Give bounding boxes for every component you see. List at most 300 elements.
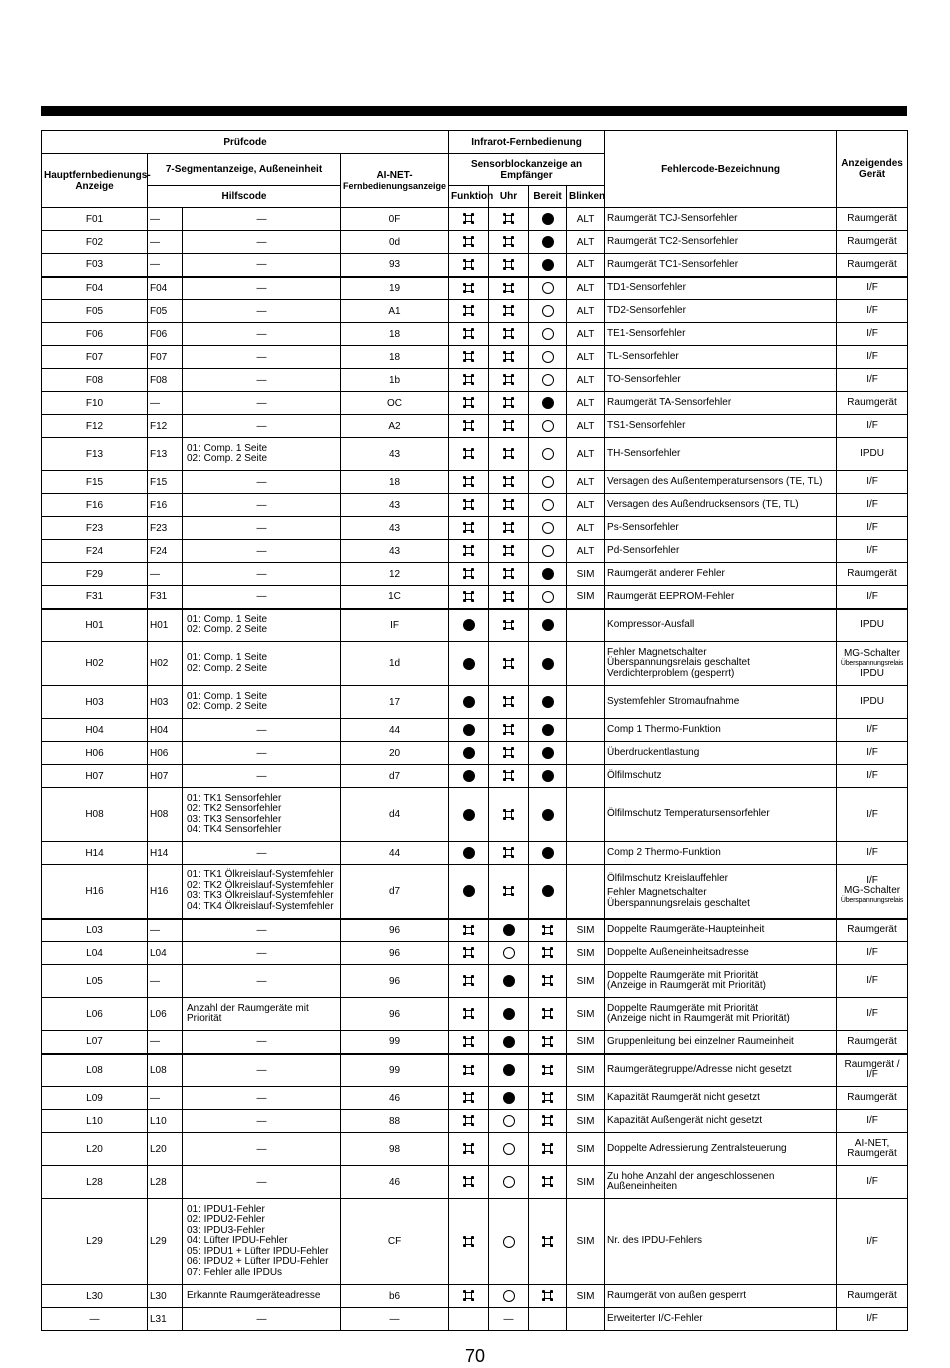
uhr-cell	[489, 517, 529, 540]
ainet-code: 20	[341, 742, 449, 765]
funktion-filled-circle-icon	[463, 770, 475, 782]
uhr-cell	[489, 254, 529, 277]
ainet-code: CF	[341, 1199, 449, 1285]
uhr-blinking-square-icon	[503, 499, 514, 510]
fehlercode-name	[605, 719, 837, 742]
funktion-cell	[449, 1110, 489, 1133]
funktion-cell	[449, 208, 489, 231]
fehlercode-name	[605, 494, 837, 517]
blinken-cell: SIM	[567, 1054, 605, 1087]
bereit-cell	[529, 369, 567, 392]
fehlercode-name	[605, 686, 837, 719]
funktion-blinking-square-icon	[463, 448, 474, 459]
fehlercode-name	[605, 609, 837, 642]
hilfscode-line: 02: TK2 Sensorfehler	[187, 803, 282, 814]
ainet-code: —	[341, 1308, 449, 1331]
hilfscode-line: 02: Comp. 2 Seite	[187, 453, 268, 464]
anzeigendes-geraet	[837, 686, 908, 719]
haupt-code: H06	[42, 742, 148, 765]
geraet-line: MG-Schalter	[843, 885, 901, 897]
funktion-blinking-square-icon	[463, 305, 474, 316]
funktion-filled-circle-icon	[463, 809, 475, 821]
header-ainet	[341, 154, 449, 208]
uhr-cell	[489, 788, 529, 842]
haupt-code: F01	[42, 208, 148, 231]
fehlercode-name-line: (Anzeige in Raumgerät mit Priorität)	[607, 980, 766, 991]
hilfscode-line: —	[256, 1176, 267, 1188]
geraet-line: I/F	[866, 1008, 878, 1019]
fehlercode-name-line: Doppelte Raumgeräte-Haupteinheit	[607, 924, 765, 935]
fehlercode-name	[605, 586, 837, 609]
seg-code: F13	[148, 438, 183, 471]
hilfscode-line: —	[256, 545, 267, 557]
uhr-cell	[489, 1087, 529, 1110]
hilfscode-line: —	[256, 351, 267, 363]
funktion-blinking-square-icon	[463, 374, 474, 385]
table-row	[42, 254, 908, 277]
ainet-code: 46	[341, 1166, 449, 1199]
hilfscode-line: —	[256, 847, 267, 859]
blinken-cell: SIM	[567, 1199, 605, 1285]
ainet-code: 43	[341, 494, 449, 517]
blinken-cell	[567, 742, 605, 765]
fehlercode-name-line: Doppelte Raumgeräte mit Priorität	[607, 969, 759, 981]
uhr-cell	[489, 609, 529, 642]
uhr-filled-circle-icon	[503, 1092, 515, 1104]
anzeigendes-geraet	[837, 254, 908, 277]
bereit-cell	[529, 346, 567, 369]
hilfscode	[183, 965, 341, 998]
anzeigendes-geraet	[837, 208, 908, 231]
funktion-blinking-square-icon	[463, 420, 474, 431]
table-row	[42, 438, 908, 471]
haupt-code: H07	[42, 765, 148, 788]
fehlercode-name	[605, 517, 837, 540]
hilfscode	[183, 323, 341, 346]
geraet-line: I/F	[866, 724, 878, 735]
funktion-blinking-square-icon	[463, 925, 474, 936]
funktion-blinking-square-icon	[463, 476, 474, 487]
uhr-blinking-square-icon	[503, 809, 514, 820]
blinken-cell	[567, 609, 605, 642]
bereit-cell	[529, 609, 567, 642]
hilfscode	[183, 719, 341, 742]
funktion-blinking-square-icon	[463, 975, 474, 986]
table-row	[42, 1199, 908, 1285]
funktion-blinking-square-icon	[463, 1115, 474, 1126]
hilfscode-line: —	[256, 476, 267, 488]
hilfscode-line: 07: Fehler alle IPDUs	[187, 1266, 283, 1278]
ainet-code: 88	[341, 1110, 449, 1133]
table-body	[42, 208, 908, 1331]
geraet-line: MG-Schalter	[843, 647, 901, 659]
table-row	[42, 1110, 908, 1133]
uhr-blinking-square-icon	[503, 545, 514, 556]
hilfscode	[183, 369, 341, 392]
bereit-filled-circle-icon	[542, 236, 554, 248]
anzeigendes-geraet	[837, 998, 908, 1031]
funktion-blinking-square-icon	[463, 236, 474, 247]
blinken-cell	[567, 686, 605, 719]
geraet-line: Raumgerät	[847, 236, 897, 247]
anzeigendes-geraet	[837, 369, 908, 392]
bereit-cell	[529, 842, 567, 865]
hilfscode	[183, 438, 341, 471]
uhr-cell	[489, 1285, 529, 1308]
funktion-blinking-square-icon	[463, 499, 474, 510]
funktion-cell	[449, 540, 489, 563]
ainet-code: 18	[341, 323, 449, 346]
fehlercode-name-line: Fehler Magnetschalter	[607, 887, 707, 898]
seg-code: —	[148, 392, 183, 415]
ainet-code: 18	[341, 346, 449, 369]
fehlercode-name-line: Raumgerät EEPROM-Fehler	[607, 590, 735, 602]
bereit-empty-circle-icon	[542, 305, 554, 317]
hilfscode-line: Erkannte Raumgeräteadresse	[187, 1289, 321, 1301]
table-row	[42, 323, 908, 346]
anzeigendes-geraet	[837, 842, 908, 865]
funktion-blinking-square-icon	[463, 259, 474, 270]
ainet-code: 96	[341, 998, 449, 1031]
haupt-code: F16	[42, 494, 148, 517]
blinken-cell: ALT	[567, 300, 605, 323]
bereit-filled-circle-icon	[542, 885, 554, 897]
fehlercode-name-line: Doppelte Raumgeräte mit Priorität	[607, 1002, 759, 1014]
uhr-cell	[489, 415, 529, 438]
seg-code: —	[148, 919, 183, 942]
funktion-blinking-square-icon	[463, 522, 474, 533]
hilfscode	[183, 277, 341, 300]
geraet-line: I/F	[866, 1069, 878, 1081]
seg-code: F06	[148, 323, 183, 346]
hilfscode-line: 01: TK1 Sensorfehler	[187, 792, 282, 804]
bereit-cell	[529, 1199, 567, 1285]
haupt-code: L10	[42, 1110, 148, 1133]
uhr-cell	[489, 1031, 529, 1054]
fehlercode-name-line: Fehler Magnetschalter	[607, 646, 707, 658]
ainet-code: b6	[341, 1285, 449, 1308]
ainet-code: 96	[341, 942, 449, 965]
uhr-cell	[489, 965, 529, 998]
hilfscode-line: 01: Comp. 1 Seite	[187, 442, 268, 454]
seg-code: H04	[148, 719, 183, 742]
uhr-cell	[489, 369, 529, 392]
haupt-code: H01	[42, 609, 148, 642]
fehlercode-name-line: Überspannungsrelais geschaltet	[607, 657, 750, 669]
seg-code: F24	[148, 540, 183, 563]
table-row	[42, 788, 908, 842]
table-row	[42, 686, 908, 719]
funktion-blinking-square-icon	[463, 213, 474, 224]
seg-code: —	[148, 231, 183, 254]
funktion-cell	[449, 965, 489, 998]
blinken-cell: ALT	[567, 415, 605, 438]
funktion-cell	[449, 254, 489, 277]
ainet-code: 44	[341, 719, 449, 742]
table-row	[42, 965, 908, 998]
hilfscode	[183, 1133, 341, 1166]
hilfscode	[183, 998, 341, 1031]
hilfscode	[183, 942, 341, 965]
fehlercode-name-line: Überdruckentlastung	[607, 746, 700, 758]
uhr-cell	[489, 719, 529, 742]
uhr-cell	[489, 323, 529, 346]
seg-code: F15	[148, 471, 183, 494]
table-row	[42, 742, 908, 765]
hilfscode-line: 02: Comp. 2 Seite	[187, 662, 268, 674]
table-row	[42, 369, 908, 392]
funktion-cell	[449, 586, 489, 609]
ainet-code: 99	[341, 1031, 449, 1054]
fehlercode-name-line: Raumgerät anderer Fehler	[607, 567, 725, 579]
haupt-code: L09	[42, 1087, 148, 1110]
bereit-filled-circle-icon	[542, 847, 554, 859]
fehlercode-name-line: Kapazität Raumgerät nicht gesetzt	[607, 1091, 760, 1103]
bereit-empty-circle-icon	[542, 545, 554, 557]
uhr-blinking-square-icon	[503, 476, 514, 487]
uhr-cell	[489, 1110, 529, 1133]
geraet-line: I/F	[866, 1115, 878, 1126]
funktion-cell	[449, 471, 489, 494]
anzeigendes-geraet	[837, 300, 908, 323]
haupt-code: F12	[42, 415, 148, 438]
funktion-blinking-square-icon	[463, 1092, 474, 1103]
hilfscode-line: 01: Comp. 1 Seite	[187, 690, 268, 702]
bereit-filled-circle-icon	[542, 724, 554, 736]
anzeigendes-geraet	[837, 1308, 908, 1331]
anzeigendes-geraet	[837, 563, 908, 586]
hilfscode	[183, 1199, 341, 1285]
uhr-filled-circle-icon	[503, 924, 515, 936]
geraet-line: Überspannungsrelais	[840, 659, 904, 667]
blinken-cell: SIM	[567, 1087, 605, 1110]
hilfscode-line: 04: TK4 Ölkreislauf-Systemfehler	[187, 900, 334, 912]
header-blinken: Blinken	[567, 186, 605, 208]
fehlercode-name	[605, 1133, 837, 1166]
hilfscode-line: —	[256, 374, 267, 386]
table-row	[42, 1031, 908, 1054]
fehlercode-name	[605, 1166, 837, 1199]
fehlercode-name-line: Kapazität Außengerät nicht gesetzt	[607, 1114, 763, 1126]
bereit-cell	[529, 719, 567, 742]
anzeigendes-geraet	[837, 540, 908, 563]
geraet-line: I/F	[866, 351, 878, 362]
table-row	[42, 1166, 908, 1199]
seg-code: F31	[148, 586, 183, 609]
seg-code: —	[148, 254, 183, 277]
anzeigendes-geraet	[837, 438, 908, 471]
bereit-blinking-square-icon	[542, 1236, 553, 1247]
uhr-cell	[489, 277, 529, 300]
geraet-line: Raumgerät	[847, 924, 897, 936]
blinken-cell: SIM	[567, 1110, 605, 1133]
seg-code: F08	[148, 369, 183, 392]
ainet-code: A2	[341, 415, 449, 438]
header-ainet-line1: AI-NET-	[376, 169, 413, 181]
bereit-cell	[529, 415, 567, 438]
blinken-cell: SIM	[567, 586, 605, 609]
hilfscode-line: 06: IPDU2 + Lüfter IPDU-Fehler	[187, 1256, 329, 1268]
blinken-cell: ALT	[567, 369, 605, 392]
haupt-code: F10	[42, 392, 148, 415]
funktion-blinking-square-icon	[463, 283, 474, 294]
hilfscode	[183, 563, 341, 586]
geraet-line: Raumgerät	[847, 568, 897, 579]
funktion-blinking-square-icon	[463, 1176, 474, 1187]
fehlercode-name	[605, 471, 837, 494]
seg-code: H02	[148, 642, 183, 686]
ainet-code: 19	[341, 277, 449, 300]
funktion-cell	[449, 942, 489, 965]
haupt-code: F06	[42, 323, 148, 346]
funktion-cell	[449, 998, 489, 1031]
haupt-code: L28	[42, 1166, 148, 1199]
anzeigendes-geraet	[837, 471, 908, 494]
fehlercode-name	[605, 765, 837, 788]
blinken-cell: ALT	[567, 471, 605, 494]
uhr-blinking-square-icon	[503, 305, 514, 316]
hilfscode	[183, 300, 341, 323]
uhr-cell	[489, 392, 529, 415]
bereit-cell	[529, 1133, 567, 1166]
blinken-cell: ALT	[567, 254, 605, 277]
hilfscode-line: 03: TK3 Ölkreislauf-Systemfehler	[187, 890, 334, 902]
hilfscode-line: —	[256, 947, 267, 959]
haupt-code: F24	[42, 540, 148, 563]
bereit-empty-circle-icon	[542, 476, 554, 488]
funktion-blinking-square-icon	[463, 351, 474, 362]
hilfscode	[183, 208, 341, 231]
fehlercode-name	[605, 1110, 837, 1133]
fehlercode-name-line: Doppelte Außeneinheitsadresse	[607, 946, 749, 958]
header-pruefcode: Prüfcode	[42, 131, 449, 154]
bereit-empty-circle-icon	[542, 351, 554, 363]
header-bereit: Bereit	[529, 186, 567, 208]
uhr-blinking-square-icon	[503, 236, 514, 247]
blinken-cell: SIM	[567, 563, 605, 586]
uhr-cell	[489, 586, 529, 609]
blinken-cell: ALT	[567, 231, 605, 254]
anzeigendes-geraet	[837, 517, 908, 540]
fehlercode-name-line: Ölfilmschutz Kreislauffehler	[607, 872, 729, 884]
funktion-cell	[449, 323, 489, 346]
bereit-blinking-square-icon	[542, 1115, 553, 1126]
uhr-blinking-square-icon	[503, 724, 514, 735]
haupt-code: F02	[42, 231, 148, 254]
table-row	[42, 865, 908, 919]
bereit-filled-circle-icon	[542, 397, 554, 409]
fehlercode-name	[605, 998, 837, 1031]
ainet-code: 93	[341, 254, 449, 277]
uhr-cell	[489, 494, 529, 517]
uhr-cell	[489, 346, 529, 369]
fehlercode-name	[605, 842, 837, 865]
header-sensor: Sensorblockanzeige an Empfänger	[449, 154, 605, 186]
fehlercode-name-line: Überspannungsrelais geschaltet	[607, 897, 750, 909]
funktion-filled-circle-icon	[463, 747, 475, 759]
bereit-empty-circle-icon	[542, 522, 554, 534]
uhr-blinking-square-icon	[503, 886, 514, 897]
funktion-blinking-square-icon	[463, 1290, 474, 1301]
bereit-cell	[529, 254, 567, 277]
funktion-cell	[449, 1031, 489, 1054]
fehlercode-name	[605, 369, 837, 392]
fehlercode-name	[605, 1087, 837, 1110]
blinken-cell: SIM	[567, 1285, 605, 1308]
anzeigendes-geraet	[837, 765, 908, 788]
ainet-code: 96	[341, 919, 449, 942]
fehlercode-name	[605, 563, 837, 586]
geraet-line: IPDU	[860, 696, 884, 707]
haupt-code: F07	[42, 346, 148, 369]
table-row	[42, 765, 908, 788]
uhr-empty-circle-icon	[503, 1115, 515, 1127]
geraet-line: Raumgerät	[847, 258, 897, 270]
ainet-code: 43	[341, 438, 449, 471]
hilfscode-line: 02: TK2 Ölkreislauf-Systemfehler	[187, 879, 334, 891]
blinken-cell: ALT	[567, 517, 605, 540]
uhr-empty-circle-icon	[503, 1143, 515, 1155]
blinken-cell: ALT	[567, 208, 605, 231]
uhr-blinking-square-icon	[503, 420, 514, 431]
geraet-line: I/F	[866, 282, 878, 294]
table-row	[42, 300, 908, 323]
hilfscode	[183, 609, 341, 642]
fehlercode-name-line: Comp 2 Thermo-Funktion	[607, 846, 721, 858]
fehlercode-name-line: Raumgerät von außen gesperrt	[607, 1289, 746, 1301]
bereit-empty-circle-icon	[542, 420, 554, 432]
hilfscode	[183, 471, 341, 494]
uhr-cell	[489, 842, 529, 865]
hilfscode	[183, 346, 341, 369]
uhr-cell	[489, 1133, 529, 1166]
uhr-blinking-square-icon	[503, 283, 514, 294]
geraet-line: IPDU	[860, 448, 884, 459]
uhr-cell	[489, 742, 529, 765]
header-uhr: Uhr	[489, 186, 529, 208]
ainet-code: 1b	[341, 369, 449, 392]
hilfscode-line: 01: Comp. 1 Seite	[187, 613, 268, 625]
geraet-line: I/F	[866, 374, 878, 385]
bereit-cell	[529, 965, 567, 998]
fehlercode-name-line: Raumgerät TC1-Sensorfehler	[607, 258, 739, 270]
geraet-line: I/F	[866, 499, 878, 510]
bereit-cell	[529, 642, 567, 686]
anzeigendes-geraet	[837, 919, 908, 942]
hilfscode	[183, 540, 341, 563]
uhr-blinking-square-icon	[503, 374, 514, 385]
anzeigendes-geraet	[837, 323, 908, 346]
seg-code: L20	[148, 1133, 183, 1166]
hilfscode	[183, 642, 341, 686]
blinken-cell: ALT	[567, 346, 605, 369]
ainet-code: 1d	[341, 642, 449, 686]
hilfscode-line: —	[256, 770, 267, 782]
fehlercode-name	[605, 392, 837, 415]
hilfscode-line: —	[256, 420, 267, 432]
geraet-line: I/F	[866, 1176, 878, 1187]
fehlercode-name	[605, 1199, 837, 1285]
fehlercode-name	[605, 415, 837, 438]
anzeigendes-geraet	[837, 965, 908, 998]
funktion-cell	[449, 415, 489, 438]
fehlercode-name-line: Außeneinheiten	[607, 1181, 678, 1192]
funktion-cell	[449, 742, 489, 765]
hilfscode-line: —	[256, 1092, 267, 1104]
fehlercode-name-line: Raumgerät TA-Sensorfehler	[607, 396, 732, 408]
seg-code: L06	[148, 998, 183, 1031]
bereit-empty-circle-icon	[542, 328, 554, 340]
